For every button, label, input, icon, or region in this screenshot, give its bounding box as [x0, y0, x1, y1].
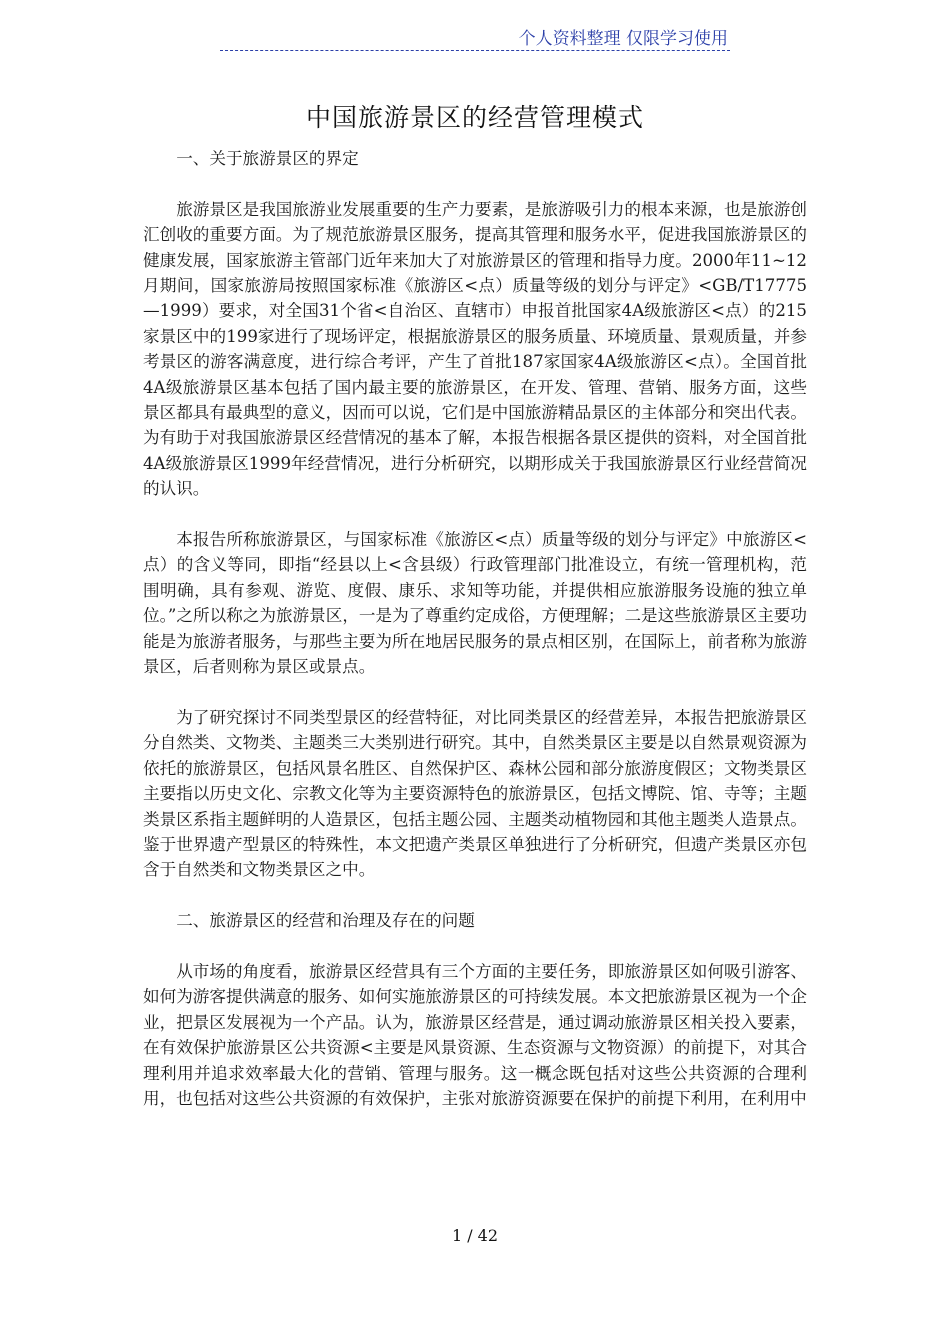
section-heading-1: 一、关于旅游景区的界定 [176, 149, 359, 168]
document-title: 中国旅游景区的经营管理模式 [305, 103, 644, 132]
page-number: 1 / 42 [451, 1226, 499, 1245]
paragraph-2: 本报告所称旅游景区，与国家标准《旅游区<点）质量等级的划分与评定》中旅游区<点）的含义等同，即指“经县以上<含县级）行政管理部门批准设立，有统一管理机构，范围明确，具有参观、游览、度假、康乐、求知等功能，并提供相应旅游服务设施的独立单位。”之所以称之为旅游景区，一是为了尊重约定成俗，方便理解；二是这些旅游景区主要功能是为旅游者服务，与那些主要为所在地居民服务的景点相区别，在国际上，前者称为旅游景区，后者则称为景区或景点。 [143, 530, 807, 677]
document-body [143, 146, 807, 1137]
page-header [220, 22, 730, 51]
paragraph-3: 为了研究探讨不同类型景区的经营特征，对比同类景区的经营差异，本报告把旅游景区分自然类、文物类、主题类三大类别进行研究。其中，自然类景区主要是以自然景观资源为依托的旅游景区，包括风景名胜区、自然保护区、森林公园和部分旅游度假区；文物类景区主要指以历史文化、宗教文化等为主要资源特色的旅游景区，包括文博院、馆、寺等；主题类景区系指主题鲜明的人造景区，包括主题公园、主题类动植物园和其他主题类人造景点。鉴于世界遗产型景区的特殊性，本文把遗产类景区单独进行了分析研究，但遗产类景区亦包含于自然类和文物类景区之中。 [143, 707, 807, 880]
header-note: 个人资料整理 仅限学习使用 [518, 29, 728, 49]
paragraph-1: 旅游景区是我国旅游业发展重要的生产力要素，是旅游吸引力的根本来源，也是旅游创汇创收的重要方面。为了规范旅游景区服务，提高其管理和服务水平，促进我国旅游景区的健康发展，国家旅游主管部门近年来加大了对旅游景区的管理和指导力度。2000年11~12月期间，国家旅游局按照国家标准《旅游区<点）质量等级的划分与评定》<GB/T17775—1999）要求，对全国31个省<自治区、直辖市）申报首批国家4A级旅游区<点）的215家景区中的199家进行了现场评定，根据旅游景区的服务质量、环境质量、景观质量，并参考景区的游客满意度，进行综合考评，产生了首批187家国家4A级旅游区<点）。全国首批4A级旅游景区基本包括了国内最主要的旅游景区，在开发、管理、营销、服务方面，这些景区都具有最典型的意义，因而可以说，它们是中国旅游精品景区的主体部分和突出代表。为有助于对我国旅游景区经营情况的基本了解，本报告根据各景区提供的资料，对全国首批4A级旅游景区1999年经营情况，进行分析研究，以期形成关于我国旅游景区行业经营简况的认识。 [143, 199, 807, 499]
section-heading-2: 二、旅游景区的经营和治理及存在的问题 [176, 911, 475, 931]
paragraph-4: 从市场的角度看，旅游景区经营具有三个方面的主要任务，即旅游景区如何吸引游客、如何为游客提供满意的服务、如何实施旅游景区的可持续发展。本文把旅游景区视为一个企业，把景区发展视为一个产品。认为，旅游景区经营是，通过调动旅游景区相关投入要素，在有效保护旅游景区公共资源<主要是风景资源、生态资源与文物资源）的前提下，对其合理利用并追求效率最大化的营销、管理与服务。这一概念既包括对这些公共资源的合理利用，也包括对这些公共资源的有效保护，主张对旅游资源要在保护的前提下利用，在利用中 [143, 961, 807, 1108]
